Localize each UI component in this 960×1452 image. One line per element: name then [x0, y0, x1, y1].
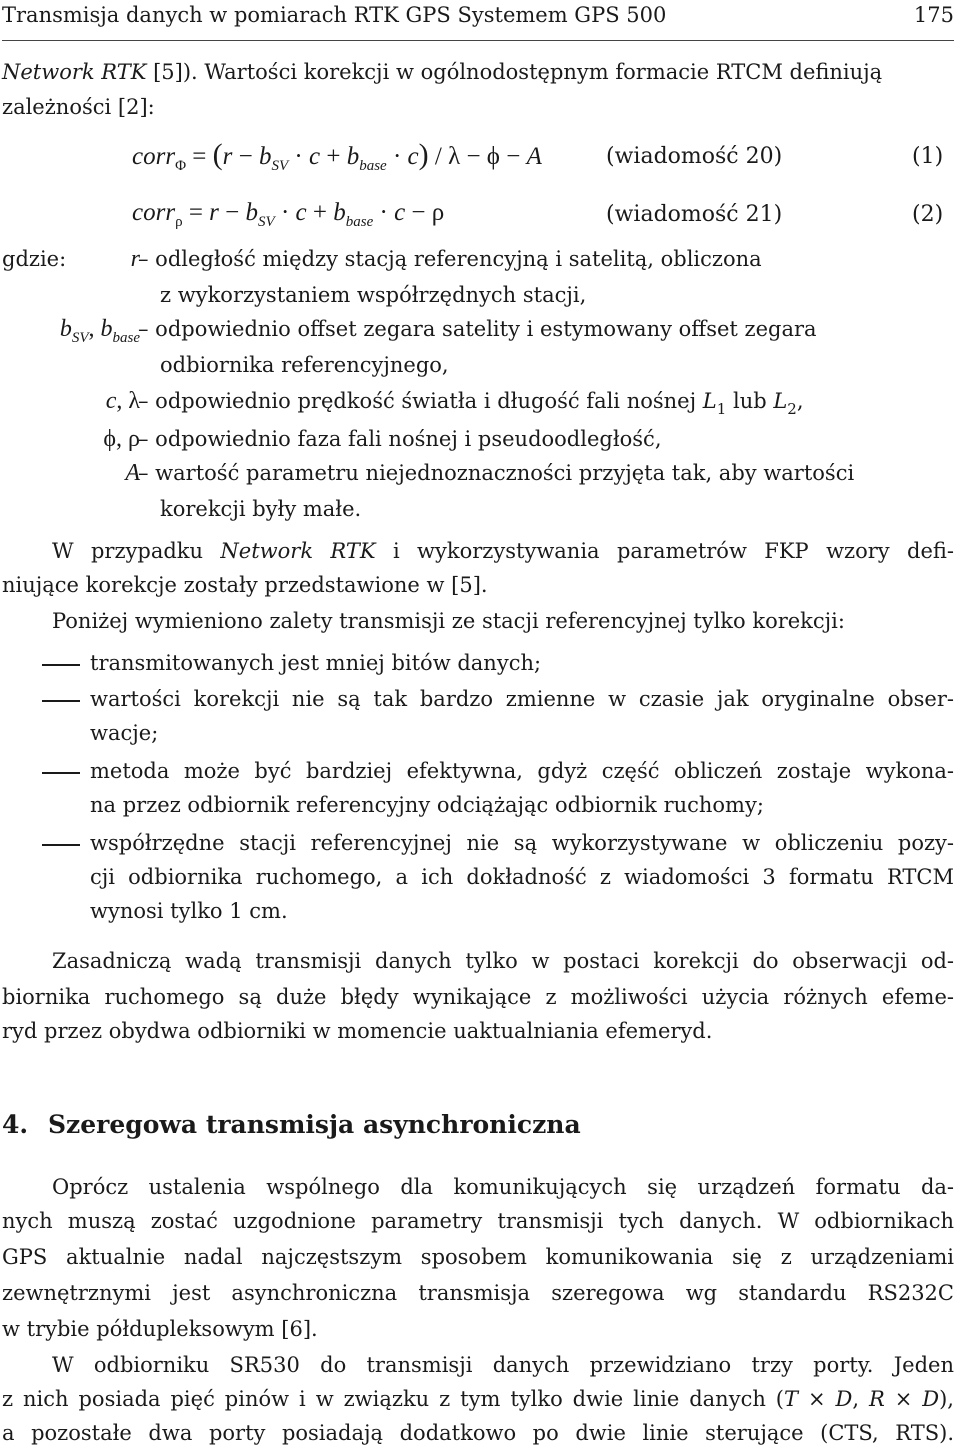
def-a-line-1: – wartość parametru niejednoznaczności przyjęta tak, aby wartości [138, 461, 855, 485]
disadvantage-line-3: ryd przez obydwa odbiorniki w momencie uaktualniania efemeryd. [2, 1019, 713, 1043]
equation-1-number: (1) [912, 144, 944, 169]
list-dash [42, 844, 80, 846]
def-a-line-2: korekcji były małe. [160, 497, 362, 521]
fkp-paragraph-line-1: W przypadku Network RTK i wykorzystywania parametrów FKP wzory defi- [52, 539, 955, 563]
section-p1-line-5: w trybie półdupleksowym [6]. [2, 1317, 318, 1341]
fkp-paragraph-line-2: niujące korekcje zostały przedstawione w [5]. [2, 573, 488, 597]
disadvantage-line-1: Zasadniczą wadą transmisji danych tylko w postaci korekcji do obserwacji od- [52, 949, 954, 973]
def-r-line-2: z wykorzystaniem współrzędnych stacji, [160, 283, 587, 307]
section-p2-line-2: z nich posiada pięć pinów i w związku z tym tylko dwie linie danych (T × D, R × D), [2, 1387, 954, 1411]
def-symbol-phi-rho: ϕ, ρ [103, 426, 140, 452]
section-p1-line-3: GPS aktualnie nadal najczęstszym sposobem komunikowania się z urządzeniami [2, 1245, 954, 1269]
def-symbol-r: r [130, 246, 140, 272]
advantages-intro: Poniżej wymieniono zalety transmisji ze stacji referencyjnej tylko korekcji: [52, 609, 845, 633]
page-number: 175 [913, 3, 954, 27]
where-label: gdzie: [2, 247, 67, 271]
def-phi-rho-line-1: – odpowiednio faza fali nośnej i pseudoodległość, [138, 427, 662, 451]
list-dash [42, 772, 80, 774]
list-dash [42, 664, 80, 666]
def-b-line-1: – odpowiednio offset zegara satelity i estymowany offset zegara [138, 317, 817, 341]
list-item-4-line-3: wynosi tylko 1 cm. [90, 899, 288, 923]
list-item-2-line-2: wacje; [90, 721, 159, 745]
list-item-4-line-2: cji odbiornika ruchomego, a ich dokładność z wiadomości 3 formatu RTCM [90, 865, 954, 889]
intro-line-2: zależności [2]: [2, 95, 155, 119]
section-p1-line-1: Oprócz ustalenia wspólnego dla komunikujących się urządzeń formatu da- [52, 1175, 954, 1199]
section-title: Szeregowa transmisja asynchroniczna [48, 1110, 581, 1139]
equation-1-note: (wiadomość 20) [606, 144, 783, 169]
section-p2-line-1: W odbiorniku SR530 do transmisji danych przewidziano trzy porty. Jeden [52, 1353, 954, 1377]
intro-line-1: Network RTK [5]). Wartości korekcji w ogólnodostępnym formacie RTCM definiują [2, 60, 883, 84]
def-symbol-b: $b_{SV}$, $b_{base}$ [59, 316, 140, 346]
def-b-line-2: odbiornika referencyjnego, [160, 353, 449, 377]
list-item-4-line-1: współrzędne stacji referencyjnej nie są wykorzystywane w obliczeniu pozy- [90, 831, 954, 855]
header-rule [2, 40, 954, 41]
section-p1-line-2: nych muszą zostać uzgodnione parametry transmisji tych danych. W odbiornikach [2, 1209, 954, 1233]
def-c-lambda-line-1: – odpowiednio prędkość światła i długość fali nośnej $L_1$ lub $L_2$, [138, 389, 804, 418]
running-header [2, 0, 954, 30]
def-r-line-1: – odległość między stacją referencyjną i satelitą, obliczona [138, 247, 762, 271]
disadvantage-line-2: biornika ruchomego są duże błędy wynikające z możliwości użycia różnych efeme- [2, 985, 954, 1009]
section-p1-line-4: zewnętrznymi jest asynchroniczna transmisja szeregowa wg standardu RS232C [2, 1281, 954, 1305]
equation-2-number: (2) [912, 202, 944, 227]
def-symbol-a: A [125, 460, 140, 486]
list-dash [42, 700, 80, 702]
section-heading [2, 1108, 581, 1142]
equation-1: corr$_\Phi$ = $(r - b_{SV} \cdot c + b_{base} \cdot c) / \lambda - \phi - A$ [132, 138, 542, 174]
list-item-3-line-2: na przez odbiornik referencyjny odciążając odbiornik ruchomy; [90, 793, 764, 817]
section-p2-line-3: a pozostałe dwa porty posiadają dodatkowo po dwie linie sterujące (CTS, RTS). [2, 1421, 954, 1445]
section-number: 4. [2, 1110, 29, 1139]
equation-2: corr$_\rho$ = $r - b_{SV} \cdot c + b_{base} \cdot c - \rho$ [132, 199, 445, 230]
equation-2-note: (wiadomość 21) [606, 202, 783, 227]
list-item-2-line-1: wartości korekcji nie są tak bardzo zmienne w czasie jak oryginalne obser- [90, 687, 954, 711]
list-item-3-line-1: metoda może być bardziej efektywna, gdyż część obliczeń zostaje wykona- [90, 759, 954, 783]
list-item-1-line-1: transmitowanych jest mniej bitów danych; [90, 651, 542, 675]
def-symbol-c-lambda: c, λ [105, 388, 140, 414]
running-title: Transmisja danych w pomiarach RTK GPS Systemem GPS 500 [2, 3, 667, 27]
